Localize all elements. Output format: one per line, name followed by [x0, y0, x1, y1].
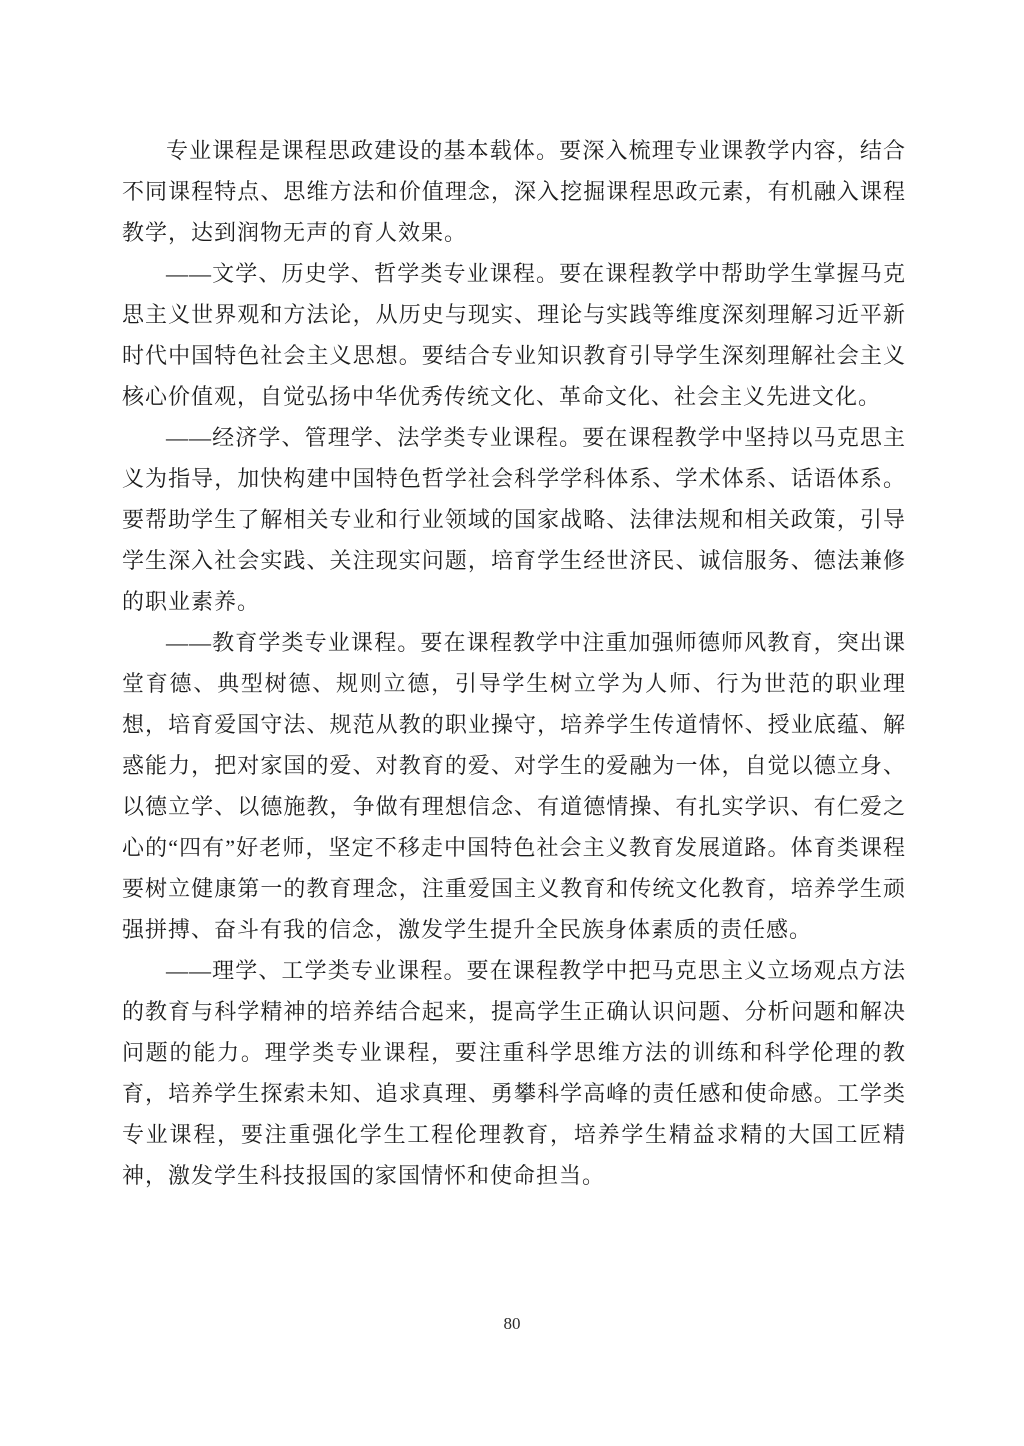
- paragraph-science-engineering: ——理学、工学类专业课程。要在课程教学中把马克思主义立场观点方法的教育与科学精神的培养结合起来，提高学生正确认识问题、分析问题和解决问题的能力。理学类专业课程，要注重科学思维方法的训练和科学伦理的教育，培养学生探索未知、追求真理、勇攀科学高峰的责任感和使命感。工学类专业课程，要注重强化学生工程伦理教育，培养学生精益求精的大国工匠精神，激发学生科技报国的家国情怀和使命担当。: [122, 958, 906, 1188]
- paragraph-professional-courses-intro: 专业课程是课程思政建设的基本载体。要深入梳理专业课教学内容，结合不同课程特点、思维方法和价值理念，深入挖掘课程思政元素，有机融入课程教学，达到润物无声的育人效果。: [122, 138, 906, 245]
- paragraph-education-pe: ——教育学类专业课程。要在课程教学中注重加强师德师风教育，突出课堂育德、典型树德、规则立德，引导学生树立学为人师、行为世范的职业理想，培育爱国守法、规范从教的职业操守，培养学生传道情怀、授业底蕴、解惑能力，把对家国的爱、对教育的爱、对学生的爱融为一体，自觉以德立身、以德立学、以德施教，争做有理想信念、有道德情操、有扎实学识、有仁爱之心的“四有”好老师，坚定不移走中国特色社会主义教育发展道路。体育类课程要树立健康第一的教育理念，注重爱国主义教育和传统文化教育，培养学生顽强拼搏、奋斗有我的信念，激发学生提升全民族身体素质的责任感。: [122, 630, 906, 942]
- page-number: 80: [503, 1314, 521, 1333]
- paragraph-literature-history-philosophy: ——文学、历史学、哲学类专业课程。要在课程教学中帮助学生掌握马克思主义世界观和方法论，从历史与现实、理论与实践等维度深刻理解习近平新时代中国特色社会主义思想。要结合专业知识教育引导学生深刻理解社会主义核心价值观，自觉弘扬中华优秀传统文化、革命文化、社会主义先进文化。: [122, 261, 906, 409]
- paragraph-economics-management-law: ——经济学、管理学、法学类专业课程。要在课程教学中坚持以马克思主义为指导，加快构建中国特色哲学社会科学学科体系、学术体系、话语体系。要帮助学生了解相关专业和行业领域的国家战略、法律法规和相关政策，引导学生深入社会实践、关注现实问题，培育学生经世济民、诚信服务、德法兼修的职业素养。: [122, 425, 906, 614]
- document-body: [122, 130, 906, 1196]
